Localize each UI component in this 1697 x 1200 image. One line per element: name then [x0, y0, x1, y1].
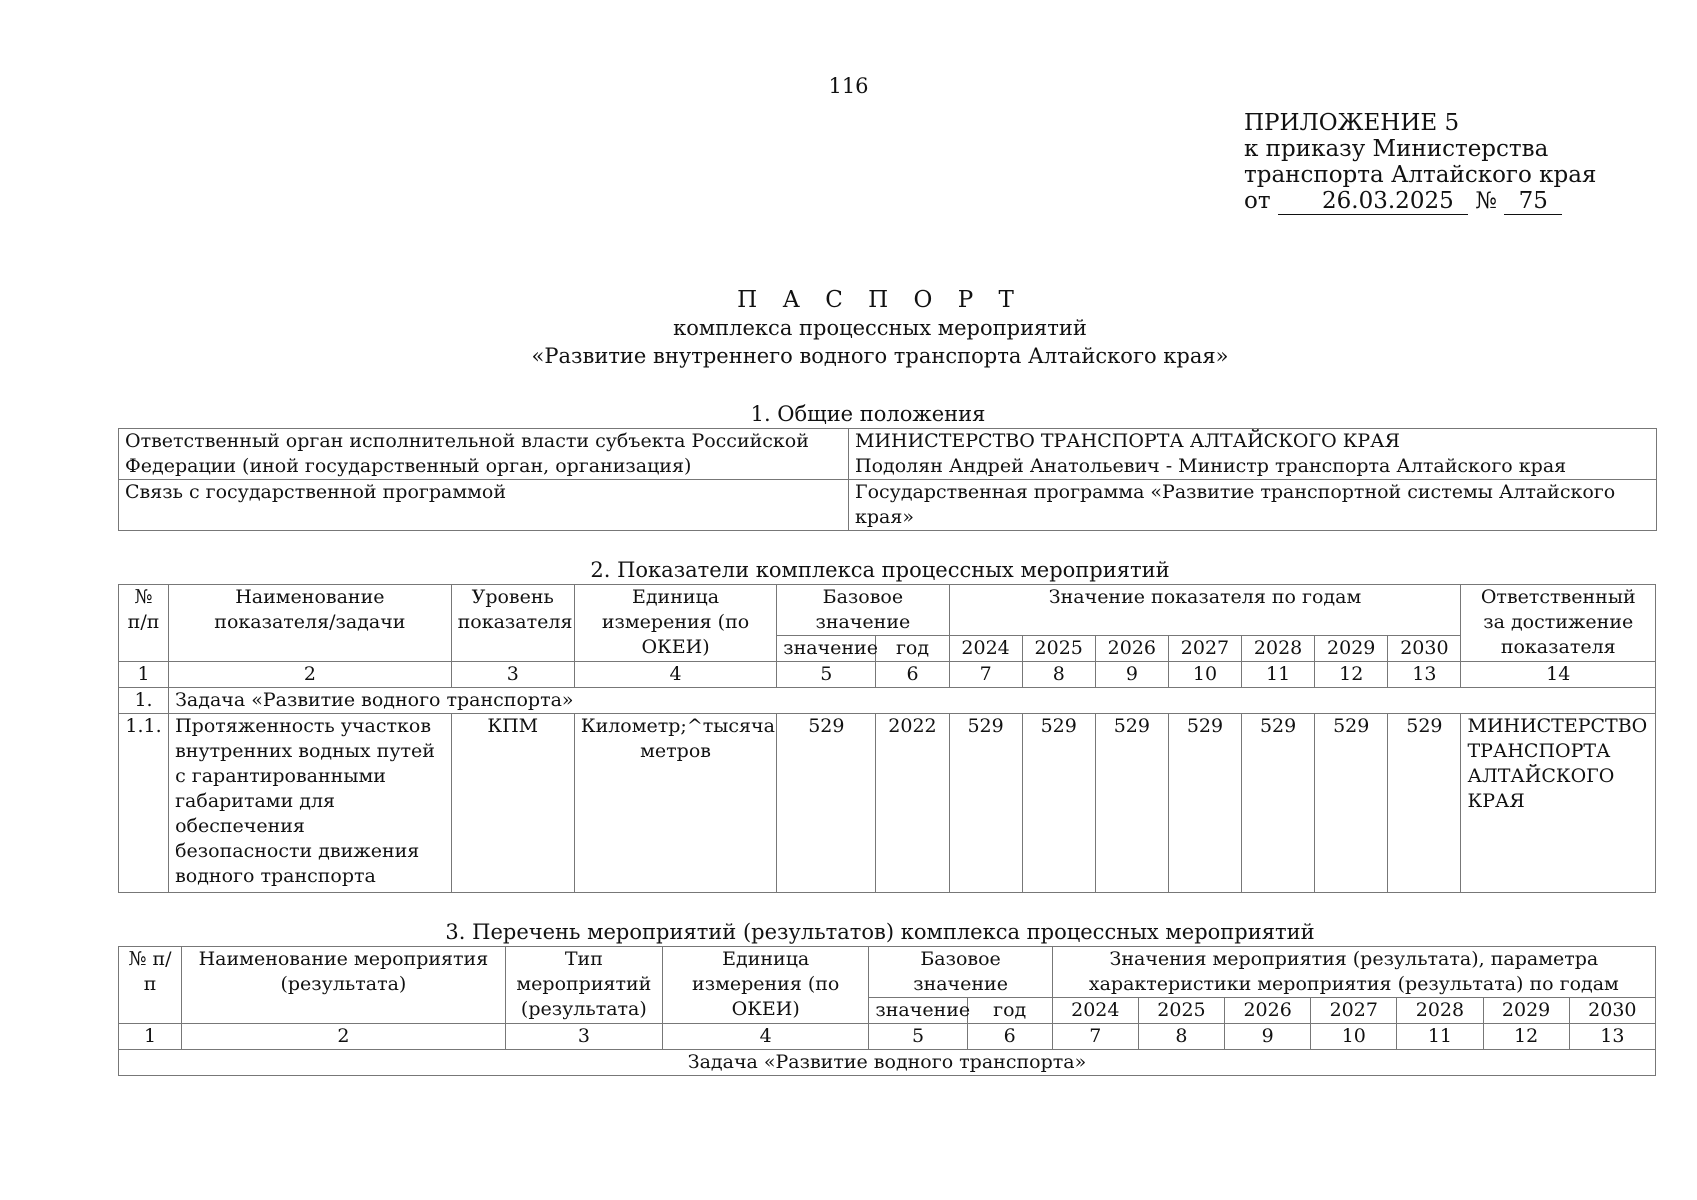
- col-number: 9: [1225, 1024, 1311, 1050]
- header-base-value: значение: [777, 636, 876, 662]
- col-number: 7: [1052, 1024, 1138, 1050]
- col-number: 8: [1022, 662, 1095, 688]
- col-number: 1: [119, 662, 169, 688]
- header-year: 2024: [1052, 998, 1138, 1024]
- indicator-base-value: 529: [777, 714, 876, 893]
- appendix-block: [1244, 110, 1596, 215]
- task-row: [119, 1050, 1656, 1076]
- header-unit: Единица измерения (по ОКЕИ): [574, 585, 776, 662]
- header-num: № п/п: [119, 947, 182, 1024]
- number-sign: №: [1475, 188, 1497, 214]
- appendix-line1: к приказу Министерства: [1244, 136, 1549, 162]
- program-link-label: Связь с государственной программой: [119, 480, 849, 531]
- indicator-value: 529: [1315, 714, 1388, 893]
- col-number: 3: [451, 662, 574, 688]
- header-year: 2024: [949, 636, 1022, 662]
- col-number: 11: [1242, 662, 1315, 688]
- indicator-unit: Километр;^тысяча метров: [574, 714, 776, 893]
- indicator-level: КПМ: [451, 714, 574, 893]
- col-number: 6: [967, 1024, 1052, 1050]
- header-row: [119, 585, 1656, 636]
- header-base-year: год: [876, 636, 949, 662]
- indicator-value: 529: [1022, 714, 1095, 893]
- header-indicator-name: Наименование показателя/задачи: [169, 585, 452, 662]
- indicator-value: 529: [1242, 714, 1315, 893]
- header-base: Базовое значение: [869, 947, 1052, 998]
- col-number: 12: [1315, 662, 1388, 688]
- column-number-row: [119, 1024, 1656, 1050]
- col-number: 14: [1461, 662, 1656, 688]
- col-number: 6: [876, 662, 949, 688]
- col-number: 3: [505, 1024, 662, 1050]
- indicator-responsible: МИНИСТЕРСТВО ТРАНСПОРТА АЛТАЙСКОГО КРАЯ: [1461, 714, 1656, 893]
- passport-subtitle: комплекса процессных мероприятий: [673, 316, 1087, 340]
- header-year: 2025: [1022, 636, 1095, 662]
- section3-heading: 3. Перечень мероприятий (результатов) комплекса процессных мероприятий: [445, 920, 1315, 944]
- passport-name: «Развитие внутреннего водного транспорта Алтайского края»: [531, 344, 1229, 368]
- indicator-value: 529: [949, 714, 1022, 893]
- col-number: 1: [119, 1024, 182, 1050]
- indicator-base-year: 2022: [876, 714, 949, 893]
- indicators-table: [118, 584, 1656, 893]
- responsible-label: [119, 429, 849, 480]
- col-number: 4: [574, 662, 776, 688]
- header-base-year: год: [967, 998, 1052, 1024]
- responsible-value-line1: МИНИСТЕРСТВО ТРАНСПОРТА АЛТАЙСКОГО КРАЯ: [855, 430, 1400, 452]
- header-year: 2028: [1242, 636, 1315, 662]
- col-number: 5: [869, 1024, 967, 1050]
- header-base-value: значение: [869, 998, 967, 1024]
- header-year: 2029: [1483, 998, 1569, 1024]
- section1-heading: 1. Общие положения: [750, 402, 986, 426]
- header-year: 2028: [1397, 998, 1483, 1024]
- header-by-years: Значения мероприятия (результата), параметра характеристики мероприятия (результата) по годам: [1052, 947, 1655, 998]
- header-year: 2026: [1225, 998, 1311, 1024]
- general-provisions-table: [118, 428, 1657, 531]
- program-link-value: Государственная программа «Развитие транспортной системы Алтайского края»: [849, 480, 1657, 531]
- header-base: Базовое значение: [777, 585, 949, 636]
- header-year: 2027: [1168, 636, 1241, 662]
- page-number: 116: [828, 74, 869, 98]
- header-responsible: Ответственный за достижение показателя: [1461, 585, 1656, 662]
- table-row: [119, 429, 1657, 480]
- responsible-value-line2: Подолян Андрей Анатольевич - Министр транспорта Алтайского края: [855, 455, 1567, 477]
- header-year: 2027: [1311, 998, 1397, 1024]
- col-number: 2: [169, 662, 452, 688]
- header-num: № п/п: [119, 585, 169, 662]
- passport-title: П А С П О Р Т: [737, 287, 1023, 313]
- header-year: 2030: [1569, 998, 1655, 1024]
- appendix-line2: транспорта Алтайского края: [1244, 162, 1597, 188]
- order-number: 75: [1504, 188, 1562, 215]
- col-number: 10: [1168, 662, 1241, 688]
- order-date: 26.03.2025: [1278, 188, 1468, 215]
- col-number: 9: [1095, 662, 1168, 688]
- col-number: 8: [1138, 1024, 1224, 1050]
- header-year: 2026: [1095, 636, 1168, 662]
- header-by-years: Значение показателя по годам: [949, 585, 1461, 636]
- task-name: Задача «Развитие водного транспорта»: [169, 688, 1656, 714]
- indicator-value: 529: [1388, 714, 1461, 893]
- table-row: [119, 714, 1656, 893]
- header-year: 2030: [1388, 636, 1461, 662]
- column-number-row: [119, 662, 1656, 688]
- col-number: 5: [777, 662, 876, 688]
- task-num: 1.: [119, 688, 169, 714]
- responsible-label-line2: Федерации (иной государственный орган, организация): [125, 455, 692, 477]
- task-row: [119, 688, 1656, 714]
- appendix-title: ПРИЛОЖЕНИЕ 5: [1244, 110, 1460, 136]
- col-number: 2: [182, 1024, 506, 1050]
- header-activity-type: Тип мероприятий (результата): [505, 947, 662, 1024]
- header-level: Уровень показателя: [451, 585, 574, 662]
- header-activity-name: Наименование мероприятия (результата): [182, 947, 506, 1024]
- header-year: 2025: [1138, 998, 1224, 1024]
- indicator-value: 529: [1168, 714, 1241, 893]
- passport-title-block: [0, 286, 1697, 370]
- indicator-num: 1.1.: [119, 714, 169, 893]
- col-number: 12: [1483, 1024, 1569, 1050]
- date-prefix: от: [1244, 188, 1271, 214]
- appendix-date-line: [1244, 188, 1596, 215]
- col-number: 10: [1311, 1024, 1397, 1050]
- activities-table: [118, 946, 1656, 1076]
- header-year: 2029: [1315, 636, 1388, 662]
- task-name: Задача «Развитие водного транспорта»: [119, 1050, 1656, 1076]
- table-row: [119, 480, 1657, 531]
- indicator-value: 529: [1095, 714, 1168, 893]
- col-number: 4: [663, 1024, 869, 1050]
- col-number: 13: [1388, 662, 1461, 688]
- responsible-label-line1: Ответственный орган исполнительной власти субъекта Российской: [125, 430, 809, 452]
- col-number: 7: [949, 662, 1022, 688]
- header-row: [119, 947, 1656, 998]
- indicator-name: Протяженность участков внутренних водных путей с гарантированными габаритами для обеспечения безопасности движения водного транспорта: [169, 714, 452, 893]
- section2-heading: 2. Показатели комплекса процессных мероприятий: [590, 558, 1170, 582]
- col-number: 11: [1397, 1024, 1483, 1050]
- header-unit: Единица измерения (по ОКЕИ): [663, 947, 869, 1024]
- responsible-value: [849, 429, 1657, 480]
- col-number: 13: [1569, 1024, 1655, 1050]
